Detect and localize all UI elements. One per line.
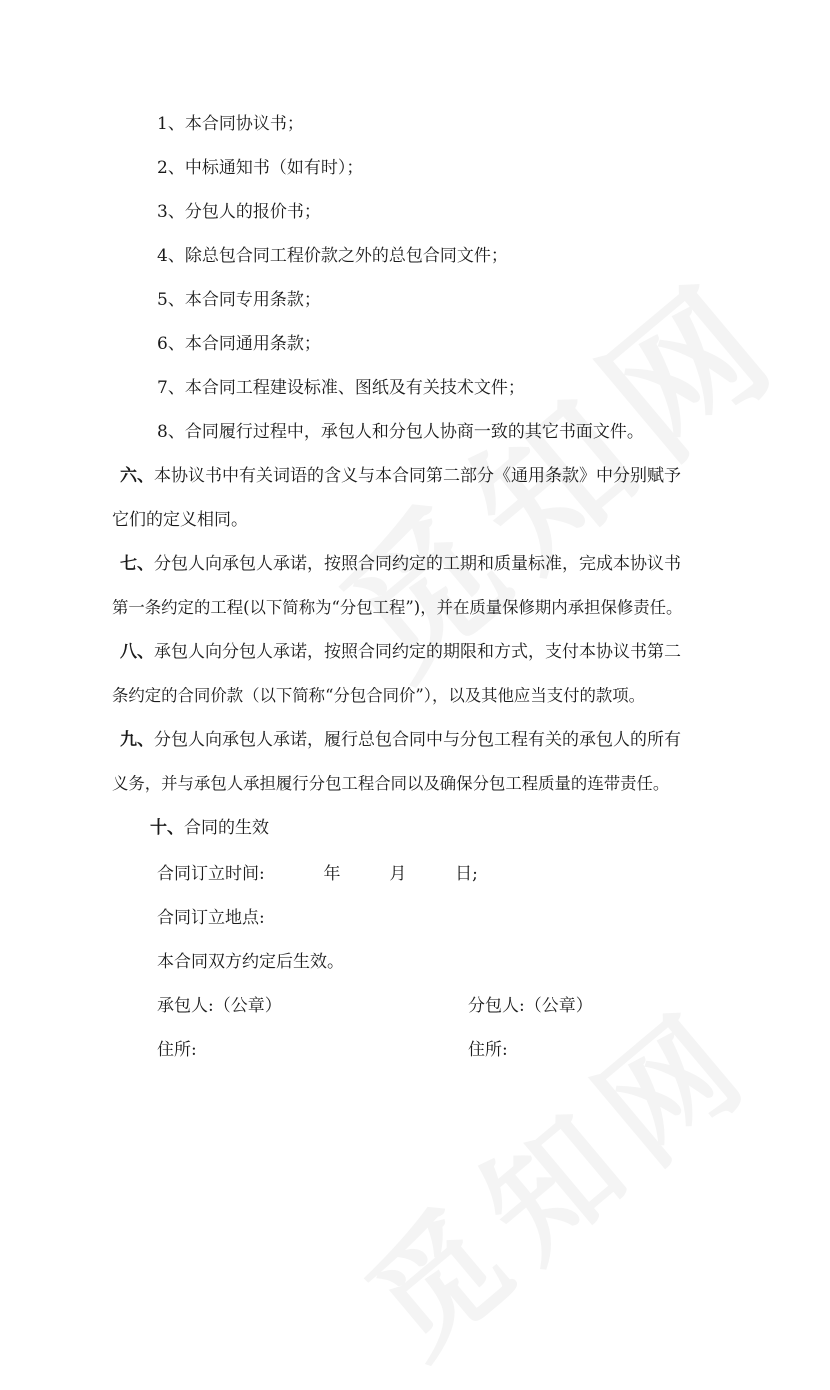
clause-eight-continued: 条约定的合同价款（以下简称“分包合同价”），以及其他应当支付的款项。 (112, 686, 646, 705)
subcontractor-address-label: 住所: (468, 1040, 508, 1060)
clause-title: 合同的生效 (184, 818, 269, 838)
clause-ten (150, 816, 269, 840)
list-item: 8、合同履行过程中，承包人和分包人协商一致的其它书面文件。 (157, 422, 644, 442)
contractor-address-label: 住所: (157, 1040, 197, 1060)
clause-eight (120, 640, 681, 664)
clause-number: 九、 (120, 730, 154, 750)
clause-seven-continued: 第一条约定的工程(以下简称为“分包工程”)，并在质量保修期内承担保修责任。 (112, 598, 683, 617)
clause-text: 本协议书中有关词语的含义与本合同第二部分《通用条款》中分别赋予 (154, 466, 681, 486)
clause-text: 分包人向承包人承诺，按照合同约定的工期和质量标准，完成本协议书 (154, 554, 681, 574)
clause-text: 分包人向承包人承诺，履行总包合同中与分包工程有关的承包人的所有 (154, 730, 681, 750)
clause-nine-continued: 义务，并与承包人承担履行分包工程合同以及确保分包工程质量的连带责任。 (112, 774, 670, 793)
subcontractor-seal-label: 分包人:（公章） (468, 996, 593, 1016)
day-label: 日; (455, 864, 478, 884)
clause-six (120, 464, 681, 488)
clause-six-continued: 它们的定义相同。 (112, 510, 248, 530)
list-item: 6、本合同通用条款； (157, 334, 321, 354)
contractor-seal-label: 承包人:（公章） (157, 996, 282, 1016)
year-label: 年 (323, 864, 341, 884)
list-item: 1、本合同协议书； (157, 114, 304, 134)
clause-text: 承包人向分包人承诺，按照合同约定的期限和方式，支付本协议书第二 (154, 642, 681, 662)
list-item: 3、分包人的报价书； (157, 202, 321, 222)
list-item: 2、中标通知书（如有时）； (157, 158, 364, 178)
clause-seven (120, 552, 681, 576)
effective-text: 本合同双方约定后生效。 (157, 952, 344, 972)
clause-nine (120, 728, 681, 752)
list-item: 5、本合同专用条款； (157, 290, 321, 310)
sign-time-row (157, 862, 478, 886)
list-item: 4、除总包合同工程价款之外的总包合同文件； (157, 246, 508, 266)
month-label: 月 (389, 864, 407, 884)
clause-number: 六、 (120, 466, 154, 486)
list-item: 7、本合同工程建设标准、图纸及有关技术文件； (157, 378, 525, 398)
clause-number: 十、 (150, 818, 184, 838)
sign-place-label: 合同订立地点: (157, 908, 265, 928)
clause-number: 八、 (120, 642, 154, 662)
clause-number: 七、 (120, 554, 154, 574)
sign-time-label: 合同订立时间: (157, 864, 265, 884)
